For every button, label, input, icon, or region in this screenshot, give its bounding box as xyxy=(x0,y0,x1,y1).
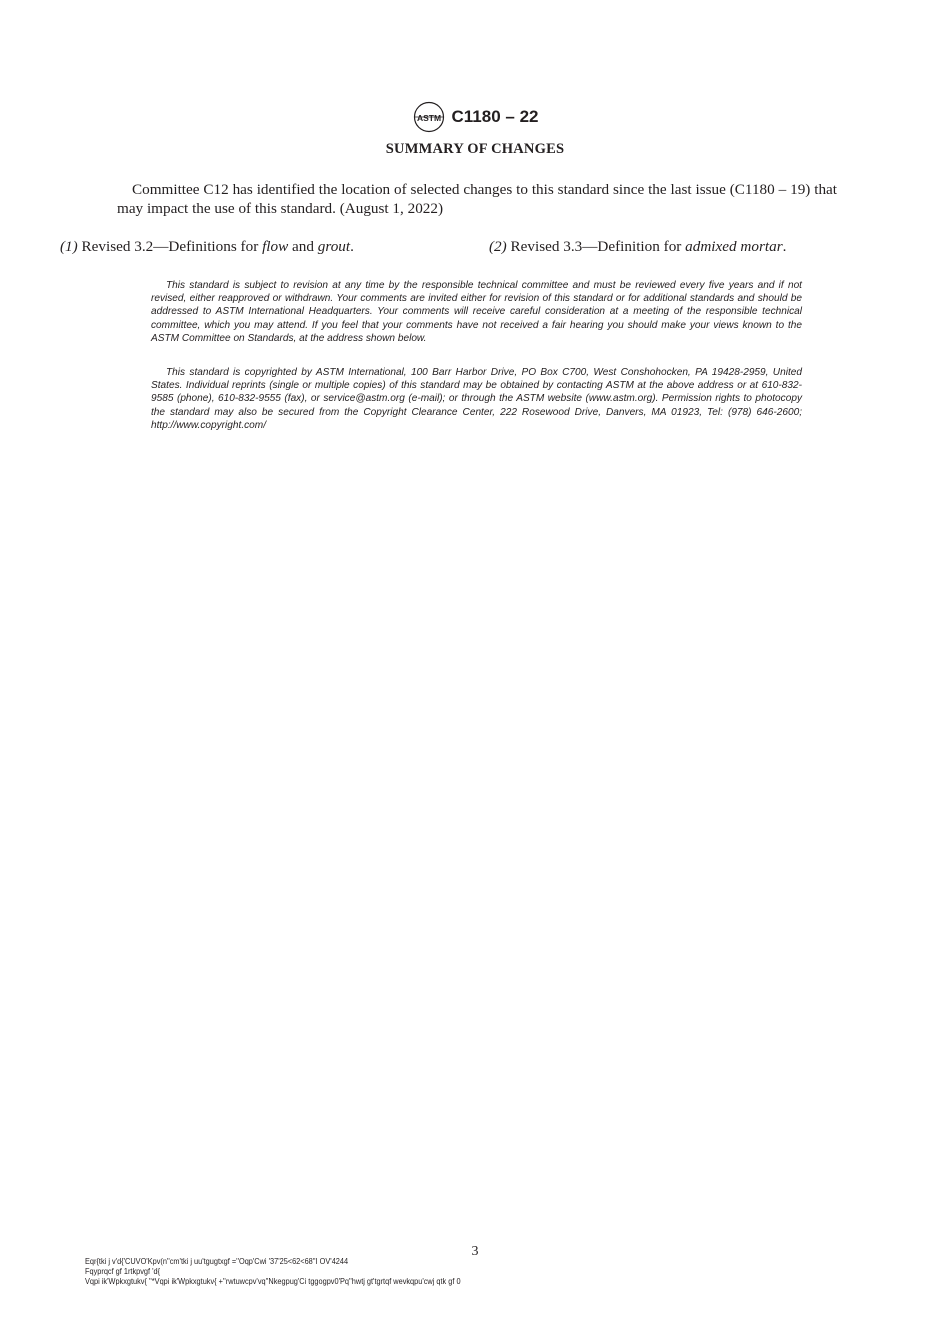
revision-notice: This standard is subject to revision at any time by the responsible technical committee and must be reviewed every five years and if not revised, either reapproved or withdrawn. Your comments are invited either for revision of this standard or for additional standards and should be addressed to ASTM International Headquarters. Your comments will receive careful consideration at a meeting of the responsible technical committee, which you may attend. If you feel that your comments have not received a fair hearing you should make your views known to the ASTM Committee on Standards, at the address shown below. xyxy=(151,280,802,344)
standard-designation: C1180 – 22 xyxy=(451,107,539,126)
change-period: . xyxy=(782,238,787,255)
footer-line: Fqyprqcf gf 1rtkpvgf 'd{ xyxy=(85,1267,161,1276)
document-header xyxy=(0,101,950,133)
copyright-notice: This standard is copyrighted by ASTM International, 100 Barr Harbor Drive, PO Box C700, West Conshohocken, PA 19428-2959, United States. Individual reprints (single or multiple copies) of this standard may be obtained by contacting ASTM at the above address or at 610-832-9585 (phone), 610-832-9555 (fax), or service@astm.org (e-mail); or through the ASTM website (www.astm.org). Permission rights to photocopy the standard may also be secured from the Copyright Clearance Center, 222 Rosewood Drive, Danvers, MA 01923, Tel: (978) 646-2600; http://www.copyright.com/ xyxy=(151,367,802,431)
change-term: grout xyxy=(317,238,351,255)
footer-line: Vqpi ik'Wpkxgtukv{ ''*Vqpi ik'Wpkxgtukv{ +''rwtuwcpv'vq''Nkegpug'Ci tggogpv0'Pq''hwtj gt'tgrtqf wevkqpu'cwj qtk gf 0 xyxy=(85,1277,461,1286)
change-term: admixed mortar xyxy=(685,238,783,255)
astm-logo-icon xyxy=(412,101,446,133)
page-number: 3 xyxy=(471,1244,479,1259)
change-number: (2) xyxy=(489,238,507,255)
footer-line: Eqr{tki j v'd{'CUVO'Kpv(n''cm'tki j uu'tgugtxgf =''Oqp'Cwi '37'25<62<68''I OV'4244 xyxy=(85,1257,349,1266)
change-item-2 xyxy=(489,238,786,256)
change-text: Revised 3.3—Definition for xyxy=(510,238,682,255)
change-period: . xyxy=(350,238,354,255)
license-footer xyxy=(85,1257,729,1287)
intro-paragraph: Committee C12 has identified the location of selected changes to this standard since the last issue (C1180 – 19) that may impact the use of this standard. (August 1, 2022) xyxy=(117,181,837,217)
change-term: flow xyxy=(262,238,289,255)
section-title: SUMMARY OF CHANGES xyxy=(385,141,565,157)
change-item-1 xyxy=(60,238,354,256)
change-conjunction: and xyxy=(292,238,314,255)
astm-logo-text: ASTM xyxy=(416,113,441,123)
change-number: (1) xyxy=(60,238,78,255)
change-text: Revised 3.2—Definitions for xyxy=(81,238,259,255)
